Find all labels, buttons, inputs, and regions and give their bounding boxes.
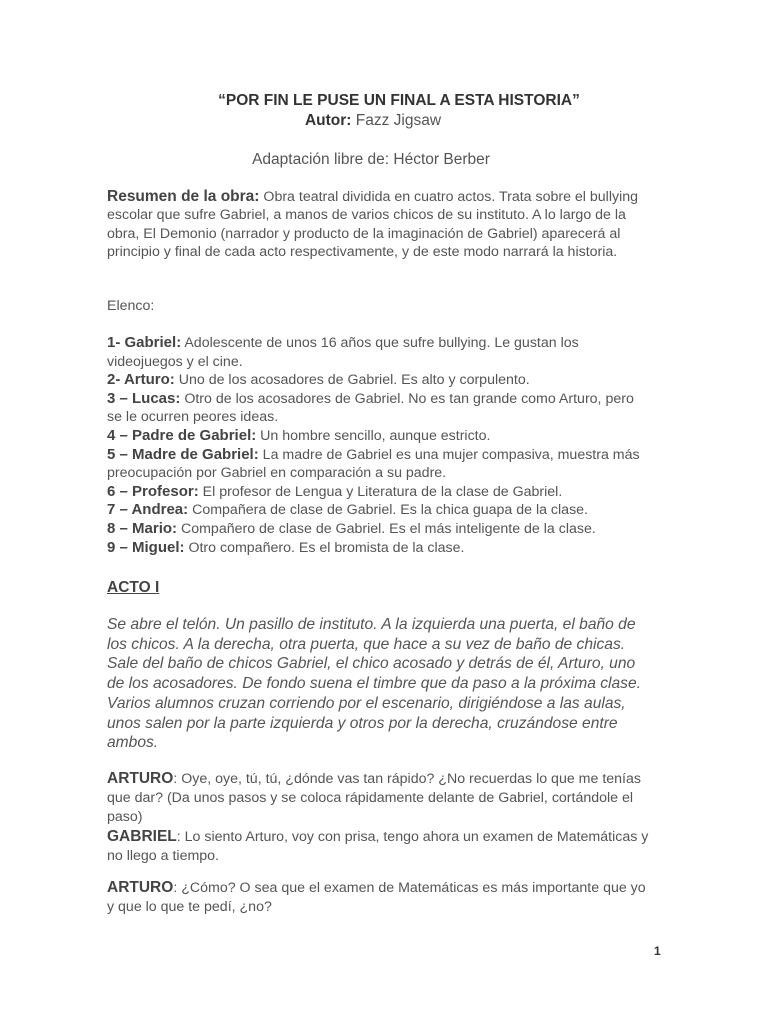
- cast-list: [107, 334, 647, 557]
- cast-item: [107, 334, 647, 371]
- dialogue-block: [107, 769, 652, 866]
- cast-name: 6 – Profesor:: [107, 482, 199, 500]
- adaptation-credit: Adaptación libre de: Héctor Berber: [252, 151, 490, 168]
- cast-item: [107, 371, 647, 390]
- cast-desc: Un hombre sencillo, aunque estricto.: [256, 427, 491, 444]
- cast-item: [107, 427, 647, 446]
- stage-direction: Se abre el telón. Un pasillo de instituto. A la izquierda una puerta, el baño de los chicos. A la derecha, otra puerta, que hace a su vez de baño de chicas. Sale del baño de chicos Gabriel, el chico acosado y detrás de él, Arturo, uno de los acosadores. De fondo suena el timbre que da paso a la próxima clase. Varios alumnos cruzan corriendo por el escenario, dirigiéndose a las aulas, unos salen por la parte izquierda y otros por la derecha, cruzándose entre ambos.: [107, 616, 641, 752]
- cast-name: 2- Arturo:: [107, 371, 175, 389]
- cast-name: 4 – Padre de Gabriel:: [107, 426, 257, 444]
- cast-name: 5 – Madre de Gabriel:: [107, 445, 259, 463]
- author-line: [0, 112, 746, 130]
- dialogue-line: [107, 769, 652, 827]
- dialogue-text: : Lo siento Arturo, voy con prisa, tengo ahora un examen de Matemáticas y no llego a tiempo.: [107, 829, 649, 864]
- document-title: “POR FIN LE PUSE UN FINAL A ESTA HISTORIA”: [218, 92, 580, 109]
- cast-heading: Elenco:: [107, 298, 155, 314]
- cast-name: 1- Gabriel:: [107, 334, 182, 351]
- speaker-name: GABRIEL: [107, 828, 177, 845]
- cast-item: [107, 390, 647, 427]
- speaker-name: ARTURO: [107, 770, 174, 787]
- cast-desc: Otro de los acosadores de Gabriel. No es tan grande como Arturo, pero se le ocurren peores ideas.: [107, 390, 634, 426]
- cast-desc: Compañero de clase de Gabriel. Es el más inteligente de la clase.: [177, 520, 596, 537]
- cast-name: 8 – Mario:: [107, 519, 178, 537]
- cast-item: [107, 539, 647, 558]
- summary-label: Resumen de la obra:: [107, 188, 260, 205]
- cast-item: [107, 483, 647, 502]
- cast-desc: El profesor de Lengua y Literatura de la clase de Gabriel.: [198, 483, 563, 500]
- dialogue-block: [107, 878, 652, 917]
- summary-paragraph: [107, 188, 652, 261]
- dialogue-text: : Oye, oye, tú, tú, ¿dónde vas tan rápido? ¿No recuerdas lo que me tenías que dar? (Da unos pasos y se coloca rápidamente delante de Gabriel, cortándole el paso): [107, 771, 641, 825]
- dialogue-text: : ¿Cómo? O sea que el examen de Matemáticas es más importante que yo y que lo que te pedí, ¿no?: [107, 880, 646, 915]
- cast-name: 7 – Andrea:: [107, 501, 189, 519]
- act-heading: ACTO I: [107, 579, 160, 596]
- cast-item: [107, 446, 647, 483]
- dialogue-line: [107, 827, 652, 866]
- cast-desc: Uno de los acosadores de Gabriel. Es alto y corpulento.: [174, 372, 530, 389]
- cast-desc: Adolescente de unos 16 años que sufre bullying. Le gustan los videojuegos y el cine.: [107, 335, 579, 370]
- speaker-name: ARTURO: [107, 879, 174, 896]
- author-name: Fazz Jigsaw: [351, 112, 442, 129]
- cast-name: 3 – Lucas:: [107, 389, 181, 407]
- cast-desc: Compañera de clase de Gabriel. Es la chica guapa de la clase.: [188, 502, 588, 519]
- summary-text: Obra teatral dividida en cuatro actos. Trata sobre el bullying escolar que sufre Gabriel, a manos de varios chicos de su instituto. A lo largo de la obra, El Demonio (narrador y producto de la imaginación de Gabriel) aparecerá al principio y final de cada acto respectivamente, y de este modo narrará la historia.: [107, 189, 639, 260]
- cast-desc: Otro compañero. Es el bromista de la clase.: [184, 539, 465, 556]
- author-label: Autor:: [304, 112, 352, 129]
- cast-item: [107, 520, 647, 539]
- cast-item: [107, 501, 647, 520]
- page-number: 1: [654, 944, 661, 958]
- cast-desc: La madre de Gabriel es una mujer compasiva, muestra más preocupación por Gabriel en comparación a su padre.: [107, 446, 640, 482]
- cast-name: 9 – Miguel:: [107, 538, 185, 556]
- dialogue-line: [107, 878, 652, 917]
